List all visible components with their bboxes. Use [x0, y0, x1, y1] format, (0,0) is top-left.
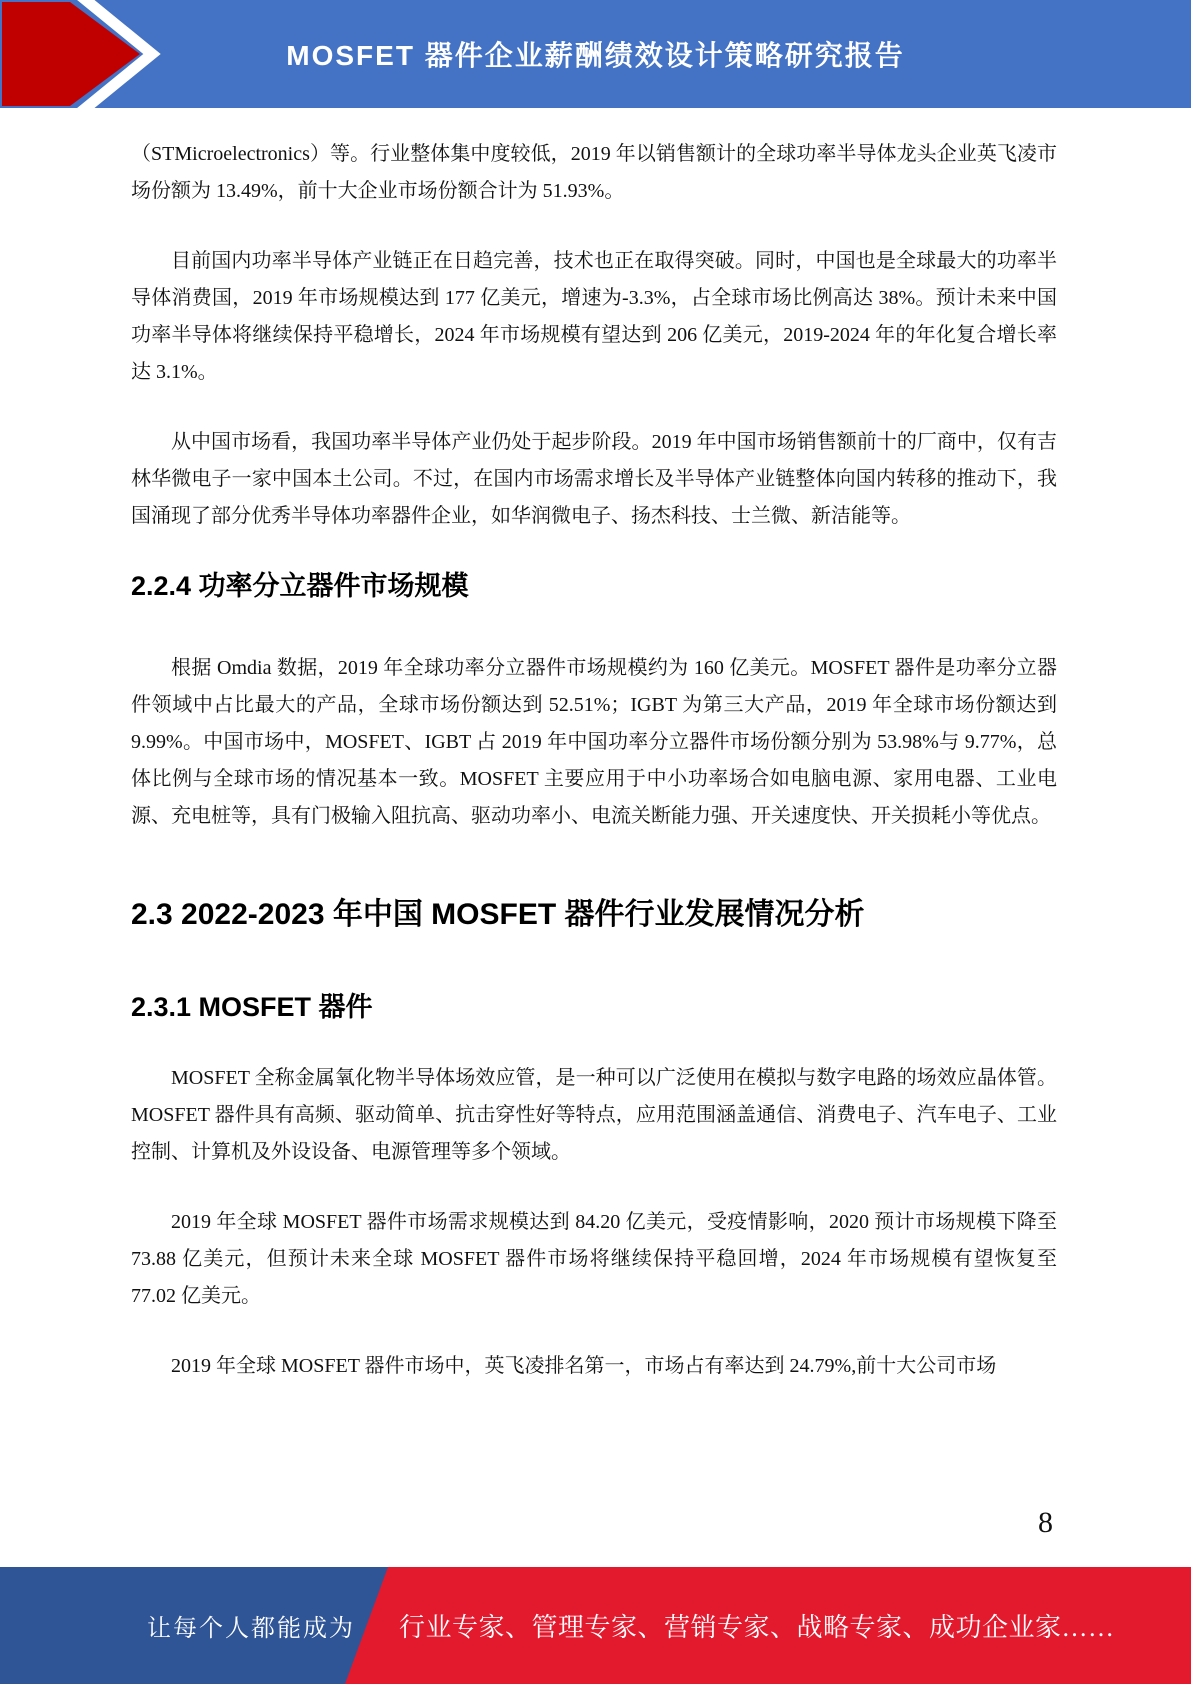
paragraph: 从中国市场看，我国功率半导体产业仍处于起步阶段。2019 年中国市场销售额前十的厂商中，仅有吉林华微电子一家中国本土公司。不过，在国内市场需求增长及半导体产业链整体向国内转移的推动下，我国涌现了部分优秀半导体功率器件企业，如华润微电子、扬杰科技、士兰微、新洁能等。 — [131, 431, 1057, 527]
section-heading-2-3-1: 2.3.1 MOSFET 器件 — [131, 992, 373, 1022]
section-heading-2-2-4: 2.2.4 功率分立器件市场规模 — [131, 571, 469, 601]
footer-slogan-right: 行业专家、管理专家、营销专家、战略专家、成功企业家…… — [399, 1613, 1115, 1642]
paragraph: 2019 年全球 MOSFET 器件市场中，英飞凌排名第一，市场占有率达到 24.79%,前十大公司市场 — [171, 1355, 997, 1377]
paragraph: MOSFET 全称金属氧化物半导体场效应管，是一种可以广泛使用在模拟与数字电路的场效应晶体管。MOSFET 器件具有高频、驱动简单、抗击穿性好等特点，应用范围涵盖通信、消费电子、汽车电子、工业控制、计算机及外设设备、电源管理等多个领域。 — [131, 1067, 1057, 1163]
paragraph: 根据 Omdia 数据，2019 年全球功率分立器件市场规模约为 160 亿美元。MOSFET 器件是功率分立器件领域中占比最大的产品，全球市场份额达到 52.51%；IGBT 为第三大产品，2019 年全球市场份额达到 9.99%。中国市场中，MOSFET、IGBT 占 2019 年中国功率分立器件市场份额分别为 53.98%与 9.77%，总体比例与全球市场的情况基本一致。MOSFET 主要应用于中小功率场合如电脑电源、家用电器、工业电源、充电桩等，具有门极输入阻抗高、驱动功率小、电流关断能力强、开关速度快、开关损耗小等优点。 — [131, 657, 1057, 827]
paragraph-continuation: （STMicroelectronics）等。行业整体集中度较低，2019 年以销售额计的全球功率半导体龙头企业英飞凌市场份额为 13.49%，前十大企业市场份额合计为 51.93%。 — [131, 143, 1057, 202]
page-header — [0, 0, 1191, 108]
footer-slogan-left: 让每个人都能成为 — [147, 1616, 355, 1642]
page-number: 8 — [1038, 1506, 1053, 1539]
report-title: MOSFET 器件企业薪酬绩效设计策略研究报告 — [286, 40, 905, 71]
paragraph: 目前国内功率半导体产业链正在日趋完善，技术也正在取得突破。同时，中国也是全球最大的功率半导体消费国，2019 年市场规模达到 177 亿美元，增速为-3.3%，占全球市场比例高达 38%。预计未来中国功率半导体将继续保持平稳增长，2024 年市场规模有望达到 206 亿美元，2019-2024 年的年化复合增长率达 3.1%。 — [131, 250, 1057, 383]
section-heading-2-3: 2.3 2022-2023 年中国 MOSFET 器件行业发展情况分析 — [131, 898, 865, 931]
paragraph: 2019 年全球 MOSFET 器件市场需求规模达到 84.20 亿美元，受疫情影响，2020 预计市场规模下降至 73.88 亿美元，但预计未来全球 MOSFET 器件市场将继续保持平稳回增，2024 年市场规模有望恢复至 77.02 亿美元。 — [131, 1211, 1057, 1307]
document-body — [131, 136, 1057, 1418]
page-footer — [0, 1567, 1191, 1684]
